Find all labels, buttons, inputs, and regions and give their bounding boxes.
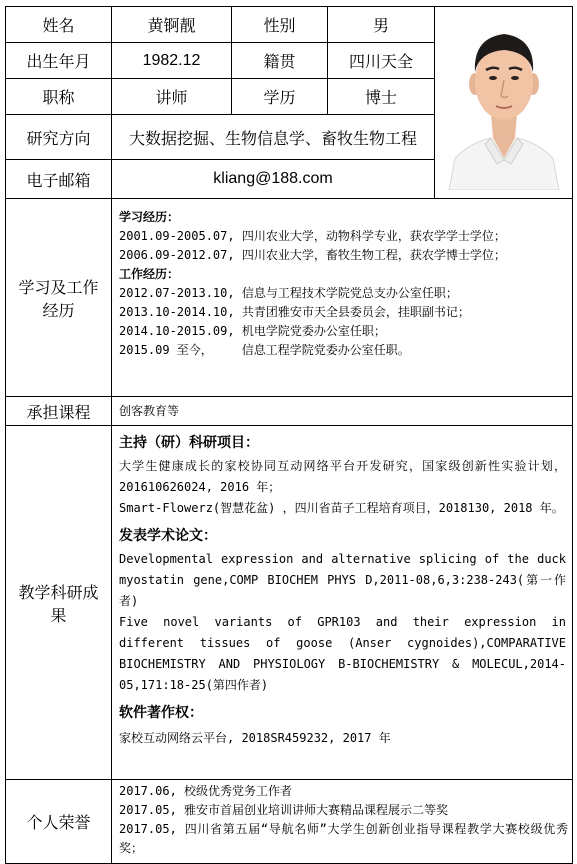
gender-value: 男 <box>328 7 435 43</box>
projects-heading: 主持（研）科研项目： <box>119 435 259 451</box>
degree-label: 学历 <box>232 79 328 115</box>
software-item: 家校互动网络云平台, 2018SR459232, 2017 年 <box>119 731 391 745</box>
native-label: 籍贯 <box>232 43 328 79</box>
study-item: 2006.09-2012.07, 四川农业大学，畜牧生物工程，获农学博士学位； <box>119 248 506 262</box>
name-value: 黄锕靓 <box>112 7 232 43</box>
work-heading: 工作经历： <box>119 267 180 281</box>
research-results-label: 教学科研成果 <box>6 426 112 780</box>
research-direction-label: 研究方向 <box>6 115 112 160</box>
work-item: 2015.09 至今， 信息工程学院党委办公室任职。 <box>119 343 410 357</box>
honors-label: 个人荣誉 <box>6 780 112 864</box>
resume-table <box>5 6 573 864</box>
honor-item: 2017.05, 四川省第五届“导航名师”大学生创新创业指导课程教学大赛校级优秀奖； <box>119 822 568 855</box>
papers-heading: 发表学术论文： <box>119 528 217 544</box>
experience-content <box>112 199 573 397</box>
paper-item: Five novel variants of GPR103 and their expression in different tissues of goose (Anser cygnoides),COMPARATIVE BIOCHEMISTRY AND PHYSIOLOGY B-BIOCHEMISTRY & MOLECUL,2014-05,171:18-25(第四作者) <box>119 615 566 692</box>
paper-item: Developmental expression and alternative splicing of the duck myostatin gene,COMP BIOCHEM PHYS D,2011-08,6,3:238-243(第一作者) <box>119 552 566 608</box>
birth-value: 1982.12 <box>112 43 232 79</box>
title-label: 职称 <box>6 79 112 115</box>
research-direction-value: 大数据挖掘、生物信息学、畜牧生物工程 <box>112 115 435 160</box>
name-label: 姓名 <box>6 7 112 43</box>
courses-value: 创客教育等 <box>112 397 573 426</box>
degree-value: 博士 <box>328 79 435 115</box>
work-item: 2013.10-2014.10, 共青团雅安市天全县委员会，挂职副书记； <box>119 305 470 319</box>
native-value: 四川天全 <box>328 43 435 79</box>
photo-cell <box>435 7 573 199</box>
honor-item: 2017.05, 雅安市首届创业培训讲师大赛精品课程展示二等奖 <box>119 803 449 817</box>
email-label: 电子邮箱 <box>6 160 112 199</box>
title-value: 讲师 <box>112 79 232 115</box>
study-heading: 学习经历： <box>119 210 180 224</box>
person-photo <box>441 10 567 190</box>
study-item: 2001.09-2005.07, 四川农业大学，动物科学专业，获农学学士学位； <box>119 229 506 243</box>
work-item: 2012.07-2013.10, 信息与工程技术学院党总支办公室任职； <box>119 286 458 300</box>
birth-label: 出生年月 <box>6 43 112 79</box>
software-heading: 软件著作权： <box>119 705 203 721</box>
honor-item: 2017.06, 校级优秀党务工作者 <box>119 784 293 798</box>
courses-label: 承担课程 <box>6 397 112 426</box>
project-item: 大学生健康成长的家校协同互动网络平台开发研究，国家级创新性实验计划，201610626024, 2016 年； <box>119 459 566 494</box>
experience-label: 学习及工作经历 <box>6 199 112 397</box>
email-value: kliang@188.com <box>112 160 435 199</box>
work-item: 2014.10-2015.09, 机电学院党委办公室任职； <box>119 324 386 338</box>
research-results-content <box>112 426 573 780</box>
honors-content <box>112 780 573 864</box>
gender-label: 性别 <box>232 7 328 43</box>
project-item: Smart-Flowerz(智慧花盆) ，四川省苗子工程培育项目，2018130, 2018 年。 <box>119 501 564 515</box>
